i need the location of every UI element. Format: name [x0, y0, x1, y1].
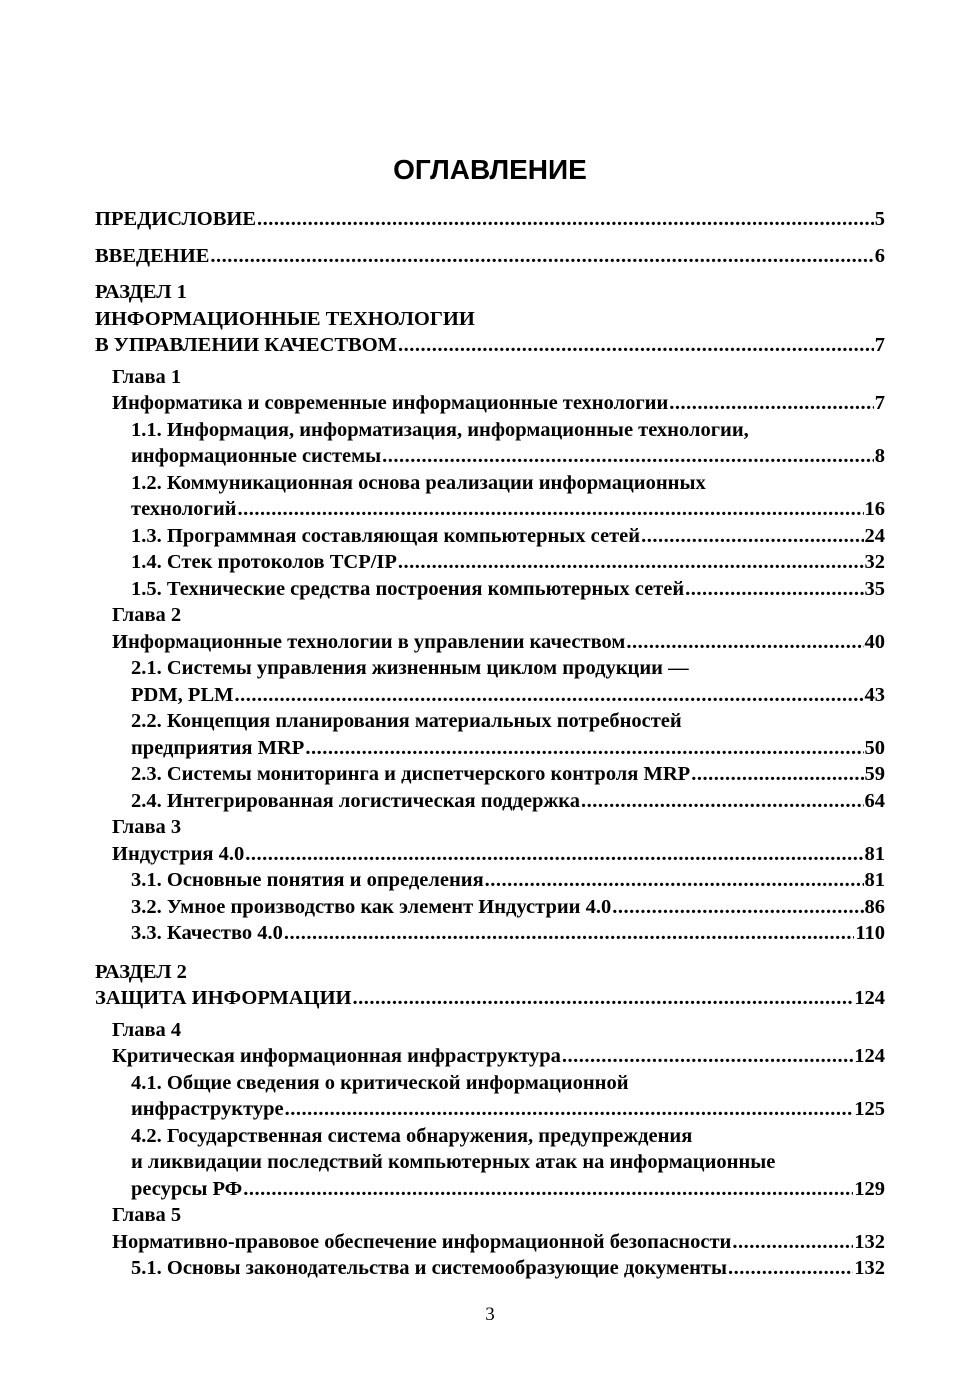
toc-entry-text: 1.4. Стек протоколов TCP/IP: [131, 551, 397, 573]
toc-leader-dots: [237, 496, 863, 523]
toc-entry-3-1[interactable]: [95, 867, 885, 894]
toc-page-number: 7: [874, 392, 885, 414]
toc-entry-text: Информатика и современные информационные технологии: [112, 392, 669, 414]
toc-entry-1-5[interactable]: [95, 576, 885, 603]
toc-leader-dots: [284, 920, 854, 947]
toc-entry-text: 3.1. Основные понятия и определения: [131, 869, 484, 891]
toc-entry-2-1[interactable]: [95, 682, 885, 709]
toc-page-number: 86: [864, 895, 885, 918]
toc-chapter-heading: [95, 1202, 885, 1229]
toc-page-number: 5: [874, 208, 885, 230]
toc-entry-text: Глава 2: [112, 604, 182, 626]
toc-entry-text: PDM, PLM: [131, 683, 234, 706]
toc-leader-dots: [728, 1255, 853, 1282]
toc-entry-preface[interactable]: [95, 206, 885, 233]
toc-page-number: 40: [864, 630, 885, 653]
toc-entry-chapter-1[interactable]: [95, 390, 885, 417]
toc-entry-text: 3.2. Умное производство как элемент Индустрии 4.0: [131, 895, 612, 918]
toc-subsection-text: [95, 1149, 885, 1176]
toc-entry-text: 1.2. Коммуникационная основа реализации информационных: [131, 471, 706, 494]
toc-leader-dots: [626, 629, 863, 656]
toc-entry-2-3[interactable]: [95, 761, 885, 788]
toc-entry-text: ВВЕДЕНИЕ: [95, 244, 210, 267]
toc-entry-introduction[interactable]: [95, 243, 885, 270]
toc-entry-text: 1.5. Технические средства построения компьютерных сетей: [131, 577, 685, 600]
toc-chapter-heading: [95, 1017, 885, 1044]
toc-entry-text: Глава 4: [112, 1018, 182, 1041]
toc-entry-section-2[interactable]: [95, 985, 885, 1012]
toc-leader-dots: [612, 894, 863, 921]
toc-page-number: 35: [864, 577, 885, 600]
toc-entry-4-2[interactable]: [95, 1176, 885, 1203]
toc-page-number: 125: [854, 1098, 885, 1120]
toc-entry-text: 4.2. Государственная система обнаружения, предупреждения: [131, 1124, 693, 1147]
toc-page-number: 132: [854, 1230, 885, 1253]
toc-entry-text: ПРЕДИСЛОВИЕ: [95, 208, 256, 230]
toc-entry-text: ИНФОРМАЦИОННЫЕ ТЕХНОЛОГИИ: [95, 307, 475, 330]
toc-entry-text: РАЗДЕЛ 2: [95, 960, 187, 983]
toc-page-number: 64: [864, 789, 885, 812]
toc-chapter-heading: [95, 814, 885, 841]
toc-entry-text: ЗАЩИТА ИНФОРМАЦИИ: [95, 987, 352, 1009]
toc-leader-dots: [562, 1043, 853, 1070]
toc-subsection-text: [95, 708, 885, 735]
toc-leader-dots: [641, 523, 863, 550]
toc-entry-5-1[interactable]: [95, 1255, 885, 1282]
toc-subsection-text: [95, 417, 885, 444]
toc-leader-dots: [257, 206, 874, 233]
toc-entry-text: 5.1. Основы законодательства и системообразующие документы: [131, 1257, 727, 1279]
toc-entry-1-2[interactable]: [95, 496, 885, 523]
toc-page-number: 81: [864, 869, 885, 891]
toc-page-number: 8: [874, 445, 885, 467]
toc-leader-dots: [581, 788, 863, 815]
toc-entry-section-1[interactable]: [95, 332, 885, 359]
toc-page-number: 32: [864, 551, 885, 573]
toc-entry-2-4[interactable]: [95, 788, 885, 815]
toc-entry-3-2[interactable]: [95, 894, 885, 921]
toc-leader-dots: [691, 761, 863, 788]
toc-page-number: 24: [864, 524, 885, 547]
toc-section-title: [95, 306, 885, 333]
toc-entry-text: 4.1. Общие сведения о критической информационной: [131, 1071, 629, 1094]
toc-entry-chapter-2[interactable]: [95, 629, 885, 656]
toc-page-number: 132: [854, 1257, 885, 1279]
toc-subsection-text: [95, 470, 885, 497]
toc-leader-dots: [285, 1096, 854, 1123]
toc-leader-dots: [245, 841, 863, 868]
toc-leader-dots: [234, 682, 863, 709]
toc-entry-text: инфраструктуре: [131, 1098, 284, 1120]
toc-entry-text: РАЗДЕЛ 1: [95, 281, 187, 303]
toc-leader-dots: [398, 549, 864, 576]
toc-entry-text: 1.3. Программная составляющая компьютерных сетей: [131, 524, 641, 547]
toc-page-number: 50: [864, 736, 885, 759]
toc-entry-text: Информационные технологии в управлении качеством: [112, 630, 626, 653]
toc-leader-dots: [352, 985, 853, 1012]
toc-page-number: 7: [874, 334, 885, 356]
toc-entry-text: 2.2. Концепция планирования материальных потребностей: [131, 710, 682, 732]
toc-entry-chapter-3[interactable]: [95, 841, 885, 868]
toc-leader-dots: [382, 443, 874, 470]
toc-entry-text: информационные системы: [131, 445, 382, 467]
toc-entry-1-3[interactable]: [95, 523, 885, 550]
toc-leader-dots: [685, 576, 863, 603]
toc-entry-1-1[interactable]: [95, 443, 885, 470]
toc-entry-text: Критическая информационная инфраструктура: [112, 1045, 561, 1067]
page-number: 3: [485, 1304, 495, 1325]
toc-entry-chapter-5[interactable]: [95, 1229, 885, 1256]
toc-entry-4-1[interactable]: [95, 1096, 885, 1123]
toc-subsection-text: [95, 1070, 885, 1097]
page-title: ОГЛАВЛЕНИЕ: [393, 154, 587, 185]
toc-entry-text: Глава 1: [112, 365, 182, 388]
toc-subsection-text: [95, 655, 885, 682]
toc-entry-text: 1.1. Информация, информатизация, информационные технологии,: [131, 418, 749, 441]
toc-leader-dots: [305, 735, 863, 762]
toc-page-number: 6: [874, 244, 885, 267]
toc-entry-text: 2.3. Системы мониторинга и диспетчерского контроля MRP: [131, 763, 691, 785]
toc-leader-dots: [210, 243, 873, 270]
toc-entry-text: ресурсы РФ: [131, 1177, 243, 1200]
toc-entry-text: Глава 5: [112, 1204, 182, 1226]
toc-entry-1-4[interactable]: [95, 549, 885, 576]
toc-entry-text: В УПРАВЛЕНИИ КАЧЕСТВОМ: [95, 334, 398, 356]
table-of-contents: [95, 206, 885, 1282]
toc-entry-text: 2.1. Системы управления жизненным циклом продукции —: [131, 657, 689, 679]
toc-entry-text: 2.4. Интегрированная логистическая поддержка: [131, 789, 581, 812]
toc-page-number: 81: [864, 842, 885, 865]
toc-leader-dots: [398, 332, 874, 359]
toc-chapter-heading: [95, 602, 885, 629]
toc-page-number: 110: [855, 922, 885, 944]
toc-entry-text: Нормативно-правовое обеспечение информационной безопасности: [112, 1230, 732, 1253]
toc-entry-text: 3.3. Качество 4.0: [131, 922, 283, 944]
toc-page-number: 124: [854, 987, 885, 1009]
toc-leader-dots: [669, 390, 873, 417]
toc-entry-chapter-4[interactable]: [95, 1043, 885, 1070]
toc-page-number: 43: [864, 683, 885, 706]
toc-entry-2-2[interactable]: [95, 735, 885, 762]
toc-page-number: 16: [864, 498, 885, 520]
toc-entry-text: технологий: [131, 498, 237, 520]
toc-page-number: 124: [854, 1045, 885, 1067]
toc-entry-text: Индустрия 4.0: [112, 842, 245, 865]
toc-leader-dots: [732, 1229, 853, 1256]
toc-page-number: 129: [854, 1177, 885, 1200]
toc-leader-dots: [485, 867, 864, 894]
toc-chapter-heading: [95, 364, 885, 391]
toc-entry-text: и ликвидации последствий компьютерных атак на информационные: [131, 1151, 776, 1173]
toc-entry-text: предприятия MRP: [131, 736, 305, 759]
toc-entry-text: Глава 3: [112, 816, 182, 838]
toc-subsection-text: [95, 1123, 885, 1150]
toc-page-number: 59: [864, 763, 885, 785]
toc-section-heading: [95, 279, 885, 306]
toc-entry-3-3[interactable]: [95, 920, 885, 947]
toc-section-heading: [95, 959, 885, 986]
toc-leader-dots: [243, 1176, 853, 1203]
